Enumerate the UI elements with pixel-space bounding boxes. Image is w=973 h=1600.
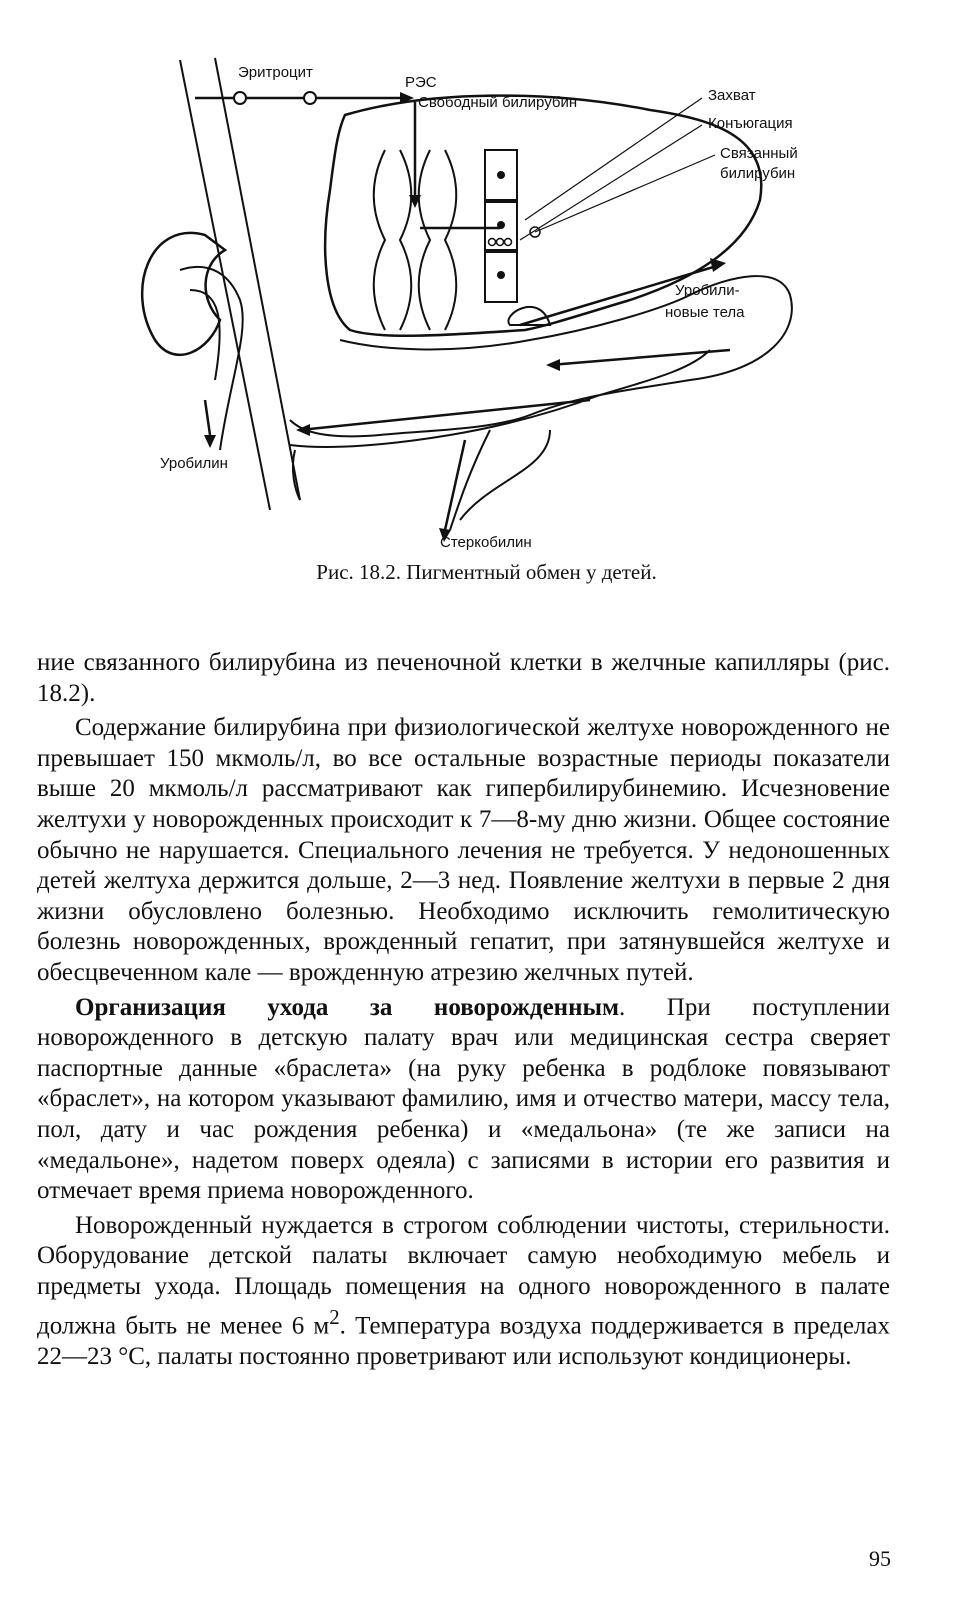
paragraph-3 xyxy=(37,993,890,1207)
pigment-metabolism-diagram xyxy=(130,50,850,560)
paragraph-2: Содержание билирубина при физиологической желтухе новорожденного не превышает 150 мкмоль/л, во все остальные возрастные периоды показатели выше 20 мкмоль/л рассматривают как гипербилирубинемию. Исчезновение желтухи у новорожденных происходит к 7—8-му дню жизни. Общее состояние обычно не нарушается. Специального лечения не требуется. У недоношенных детей желтуха держится дольше, 2—3 нед. Появление желтухи в первые 2 дня жизни обусловлено болезнью. Необходимо исключить гемолитическую болезнь новорожденных, врожденный гепатит, при затянувшейся желтухе и обесцвеченном кале — врожденную атрезию желчных путей. xyxy=(37,714,890,986)
label-urobilin-bodies-2: новые тела xyxy=(665,304,745,321)
label-res: РЭС xyxy=(405,74,437,91)
label-erythrocyte: Эритроцит xyxy=(238,64,313,81)
paragraph-4 xyxy=(37,1211,890,1373)
label-bound-bilirubin-1: Связанный xyxy=(720,145,798,162)
figure-caption: Рис. 18.2. Пигментный обмен у детей. xyxy=(316,560,657,584)
label-stercobilin: Стеркобилин xyxy=(440,534,532,551)
paragraph-3-text: . При поступлении новорожденного в детскую палату врач или медицинская сестра сверяет паспортные данные «браслета» (на руку ребенка в родблоке повязывают «браслет», на котором указывают фамилию, имя и отчество матери, массу тела, пол, дату и час рождения ребенка) и «медальона» (те же записи на «медальоне», надетом поверх одеяла) с записями в истории его развития и отмечает время приема новорожденного. xyxy=(37,993,890,1205)
body-text xyxy=(37,648,890,1377)
label-bound-bilirubin-2: билирубин xyxy=(720,165,796,182)
paragraph-4-text-a: Новорожденный нуждается в строгом соблюдении чистоты, стерильности. Оборудование детской палаты включает самую необходимую мебель и предметы ухода. Площадь помещения на одного новорожденного в палате должна быть не менее 6 м xyxy=(37,1211,890,1340)
superscript: 2 xyxy=(329,1305,340,1330)
paragraph-4-text-b: . Температура воздуха поддерживается в пределах 22—23 °С, палаты постоянно проветривают или используют кондиционеры. xyxy=(37,1312,890,1371)
pigment-metabolism-figure xyxy=(130,50,850,560)
paragraph-1: ние связанного билирубина из печеночной клетки в желчные капилляры (рис. 18.2). xyxy=(37,649,890,707)
section-heading: Организация ухода за новорожденным xyxy=(75,993,620,1021)
label-capture: Захват xyxy=(708,87,756,104)
label-conjugation: Конъюгация xyxy=(708,115,793,132)
page-number: 95 xyxy=(869,1546,891,1571)
label-urobilin: Уробилин xyxy=(160,455,228,472)
label-urobilin-bodies-1: Уробили- xyxy=(675,282,740,299)
label-free-bilirubin: Свободный билирубин xyxy=(418,94,578,111)
